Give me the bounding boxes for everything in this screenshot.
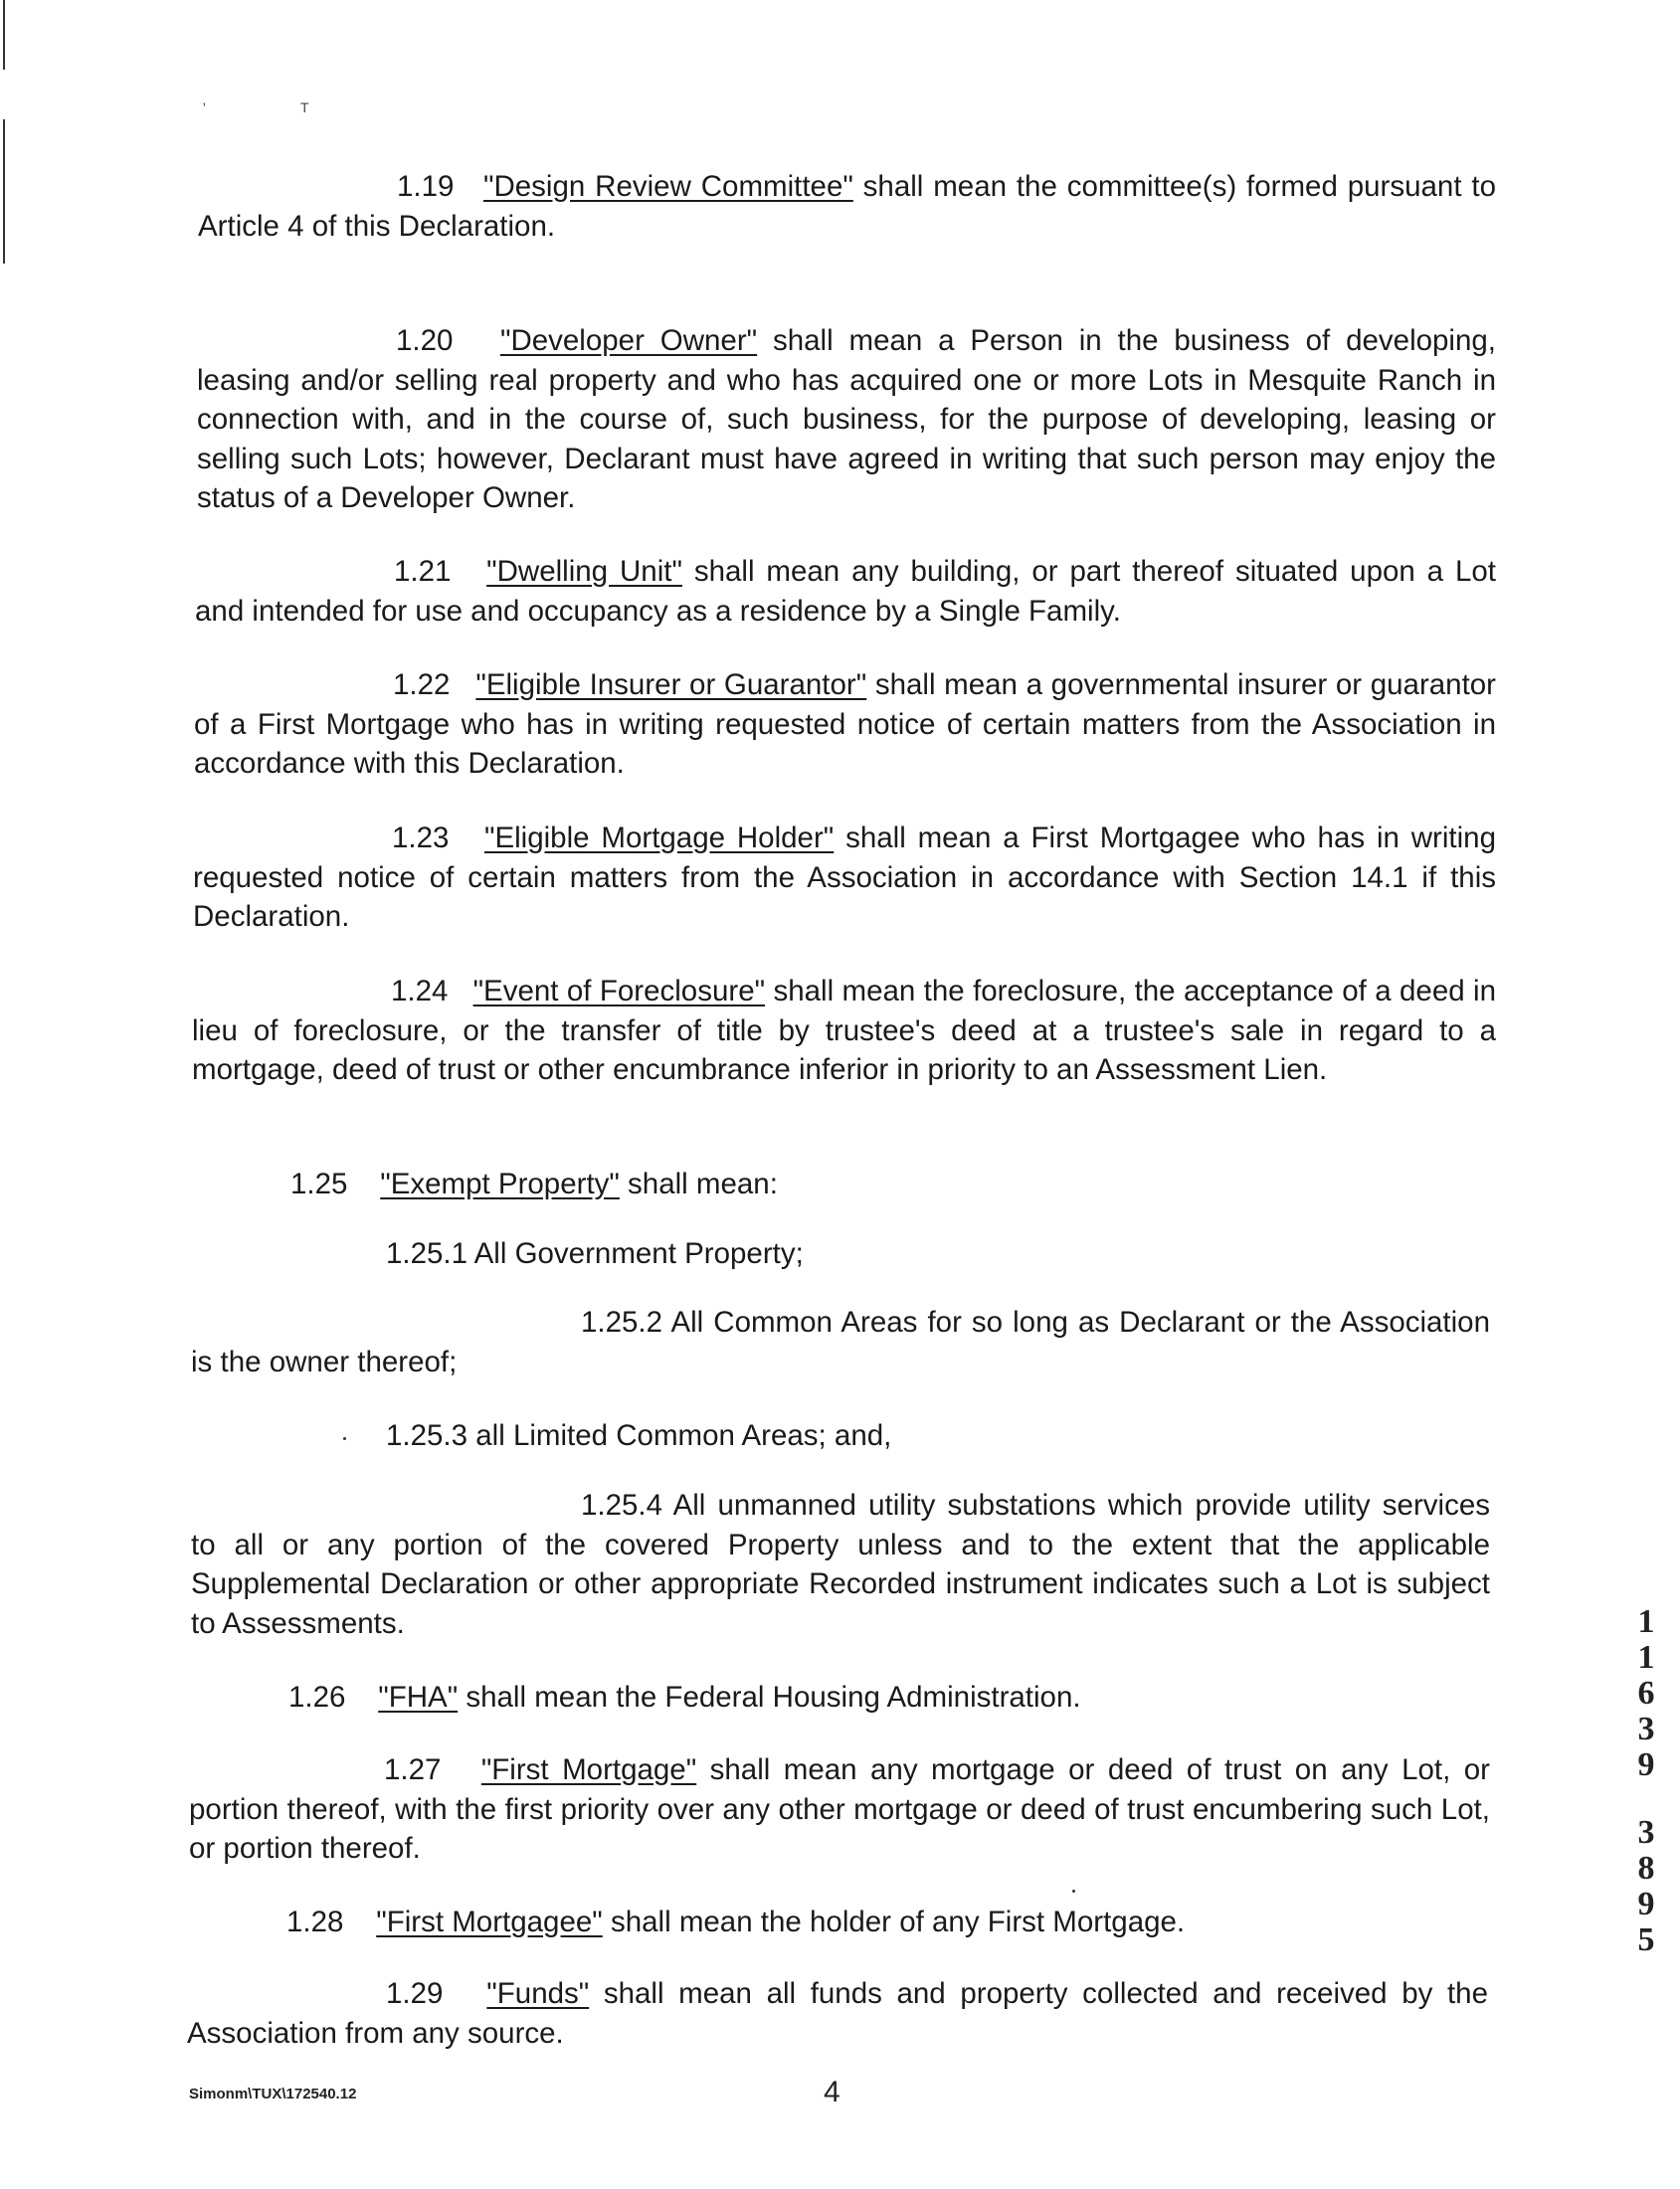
defined-term: "Eligible Mortgage Holder" [483,821,835,854]
section-number: 1.20 [396,324,454,357]
definition-text: All Common Areas for so long as Declarant or the Association is the owner thereof; [191,1306,1490,1378]
defined-term: "First Mortgage" [480,1753,697,1786]
stamp-digit: 3 [1637,1711,1655,1747]
section-number: 1.19 [397,170,455,203]
section-number: 1.24 [391,975,449,1007]
definition-text: shall mean any building, or part thereof situated upon a Lot and intended for use and occupancy as a residence by a Single Family. [195,555,1496,628]
section-number: 1.25.4 [581,1489,663,1522]
paragraph-1-27 [189,1750,1490,1869]
document-id: Simonm\TUX\172540.12 [189,2086,357,2102]
section-number: 1.23 [392,821,450,854]
paragraph-1-19 [198,167,1496,246]
margin-mark: ' [203,99,206,115]
stamp-digit: 1 [1637,1603,1655,1640]
definition-text: shall mean the Federal Housing Administration. [458,1681,1081,1714]
defined-term: "Design Review Committee" [483,170,853,203]
stamp-digit: 1 [1637,1639,1655,1676]
paragraph-1-26 [288,1678,1482,1718]
paragraph-1-24 [192,972,1496,1090]
paragraph-1-21 [195,552,1496,631]
stamp-digit: 3 [1637,1814,1655,1851]
defined-term: "Exempt Property" [380,1168,620,1200]
defined-term: "Dwelling Unit" [486,555,682,588]
paragraph-1-25-3 [386,1416,1480,1456]
definition-text: shall mean any mortgage or deed of trust on any Lot, or portion thereof, with the first priority over any other mortgage or deed of trust encumbering such Lot, or portion thereof. [189,1753,1490,1865]
scan-speck [1072,1890,1075,1893]
defined-term: "First Mortgagee" [376,1906,603,1938]
stamp-digit: 9 [1637,1886,1655,1922]
section-number: 1.27 [384,1753,442,1786]
definition-text: shall mean all funds and property collected and received by the Association from any source. [187,1977,1488,2050]
definition-text: shall mean a Person in the business of developing, leasing and/or selling real property and who has acquired one or more Lots in Mesquite Ranch in connection with, and in the course of, such business, for the purpose of developing, leasing or selling such Lots; however, Declarant must have agreed in writing that such person may enjoy the status of a Developer Owner. [197,324,1496,514]
scan-edge-line [3,119,5,264]
section-number: 1.29 [386,1977,444,2010]
defined-term: "Eligible Insurer or Guarantor" [475,668,867,701]
definition-text: shall mean: [619,1168,778,1200]
defined-term: "Funds" [486,1977,590,2010]
section-number: 1.25.1 [386,1237,468,1270]
section-number: 1.25 [290,1168,348,1200]
scan-speck [343,1437,346,1440]
stamp-digit: 6 [1637,1675,1655,1712]
stamp-digit: 8 [1637,1850,1655,1887]
defined-term: "FHA" [378,1681,459,1714]
margin-mark: T [300,99,309,115]
definition-text: shall mean the foreclosure, the acceptance of a deed in lieu of foreclosure, or the transfer of title by trustee's deed at a trustee's sale in regard to a mortgage, deed of trust or other encumbrance inferior in priority to an Assessment Lien. [192,975,1496,1086]
paragraph-1-22 [194,665,1496,784]
section-number: 1.25.2 [581,1306,663,1339]
definition-text: All Government Property; [467,1237,804,1270]
defined-term: "Developer Owner" [499,324,758,357]
paragraph-1-25 [290,1165,1484,1204]
paragraph-1-25-1 [386,1234,1480,1274]
section-number: 1.28 [286,1906,344,1938]
definition-text: All unmanned utility substations which provide utility services to all or any portion of the covered Property unless and to the extent that the applicable Supplemental Declaration or other appropriate Recorded instrument indicates such a Lot is subject to Assessments. [191,1489,1490,1640]
section-number: 1.22 [393,668,451,701]
paragraph-1-20 [197,321,1496,518]
section-number: 1.26 [288,1681,346,1714]
section-number: 1.25.3 [386,1419,468,1452]
definition-text: all Limited Common Areas; and, [467,1419,892,1452]
paragraph-1-29 [187,1974,1488,2053]
defined-term: "Event of Foreclosure" [472,975,766,1007]
definition-text: shall mean a First Mortgagee who has in writing requested notice of certain matters from the Association in accordance with Section 14.1 if this Declaration. [193,821,1496,933]
definition-text: shall mean a governmental insurer or guarantor of a First Mortgage who has in writing requested notice of certain matters from the Association in accordance with this Declaration. [194,668,1497,780]
paragraph-1-25-2 [191,1303,1490,1381]
page-number: 4 [824,2076,840,2108]
definition-text: shall mean the holder of any First Mortgage. [602,1906,1186,1938]
paragraph-1-23 [193,819,1496,937]
recording-number-stamp [1631,1604,1661,1958]
stamp-digit: 9 [1637,1746,1655,1783]
stamp-digit: 5 [1637,1921,1655,1958]
scan-edge-line [3,0,5,70]
definition-text: shall mean the committee(s) formed pursuant to Article 4 of this Declaration. [198,170,1496,243]
paragraph-1-25-4 [191,1486,1490,1643]
section-number: 1.21 [394,555,452,588]
paragraph-1-28 [286,1903,1480,1942]
